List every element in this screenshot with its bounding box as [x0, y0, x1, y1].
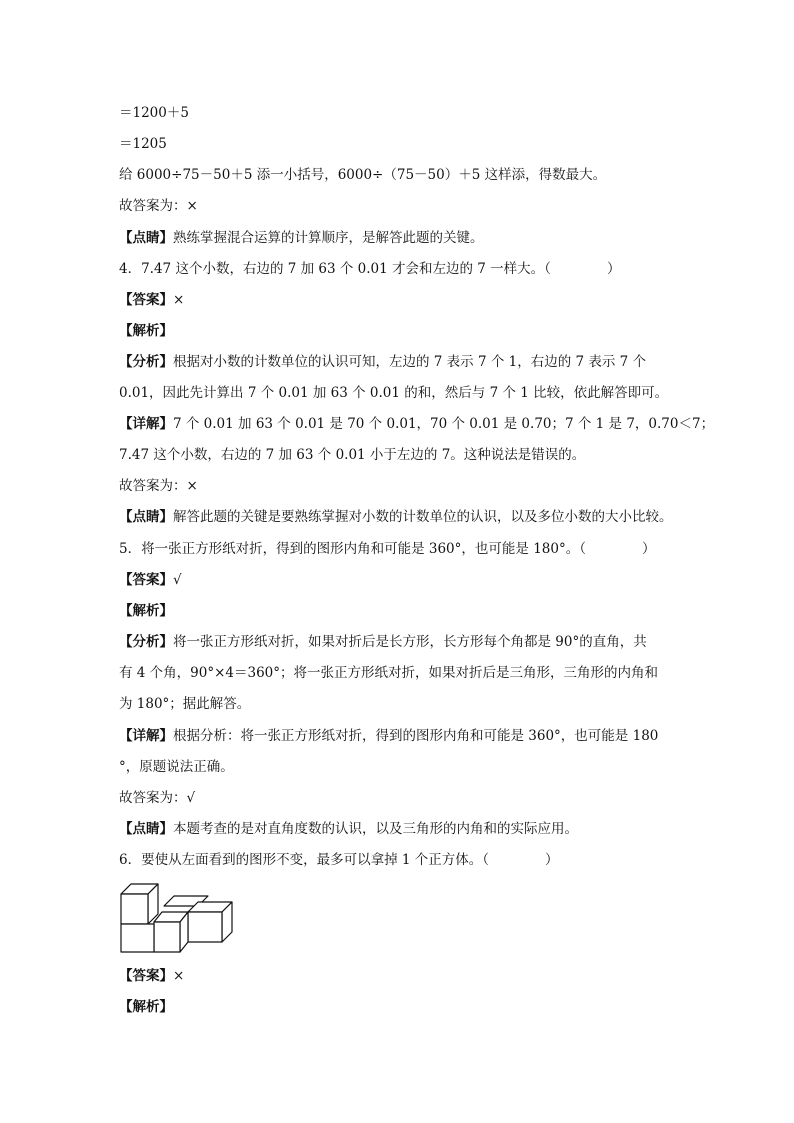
- answer-value: ×: [173, 968, 185, 984]
- analysis-heading: 【解析】: [119, 999, 173, 1015]
- cube-right-front: [188, 912, 222, 942]
- comment-tag: 【点睛】: [119, 821, 173, 837]
- bracket-close: ）: [641, 541, 656, 557]
- analysis-tag: 【分析】: [119, 634, 173, 650]
- comment-tag: 【点睛】: [119, 509, 173, 525]
- cube-left-lower-front: [121, 924, 154, 952]
- cube-stack-figure: [118, 882, 234, 954]
- answer-paragraph: [119, 290, 184, 310]
- cube-left-upper-front: [121, 894, 148, 924]
- comment-paragraph: [119, 507, 673, 527]
- comment-text: 熟练掌握混合运算的计算顺序，是解答此题的关键。: [173, 230, 484, 246]
- detail-paragraph: [119, 414, 714, 434]
- question-4: [119, 259, 620, 279]
- answer-paragraph: [119, 570, 182, 590]
- analysis-text: 根据对小数的计数单位的认识可知，左边的 7 表示 7 个 1，右边的 7 表示 7 个: [173, 354, 647, 370]
- comment-paragraph: [119, 819, 578, 839]
- question-5: [119, 539, 655, 559]
- question-4-text: 4．7.47 这个小数，右边的 7 加 63 个 0.01 才会和左边的 7 一样大。（: [119, 261, 551, 277]
- answer-line: 故答案为：×: [119, 478, 198, 494]
- bracket-close: ）: [545, 852, 559, 868]
- detail-paragraph: [119, 726, 658, 746]
- question-5-text: 5．将一张正方形纸对折，得到的图形内角和可能是 360°，也可能是 180°。（: [119, 541, 586, 557]
- comment-paragraph: [119, 228, 484, 248]
- detail-text-cont: °，原题说法正确。: [119, 759, 234, 775]
- equation-line-1: ＝1200＋5: [119, 105, 189, 121]
- equation-line-2: ＝1205: [119, 136, 167, 152]
- analysis-tag: 【分析】: [119, 354, 173, 370]
- answer-line: 故答案为：×: [119, 198, 198, 214]
- analysis-text: 将一张正方形纸对折，如果对折后是长方形，长方形每个角都是 90°的直角，共: [173, 634, 647, 650]
- answer-value: √: [173, 572, 182, 588]
- answer-tag: 【答案】: [119, 292, 173, 308]
- analysis-heading: 【解析】: [119, 603, 173, 619]
- analysis-text-cont: 为 180°；据此解答。: [119, 696, 251, 712]
- answer-paragraph: [119, 966, 184, 986]
- bracket-close: ）: [606, 261, 621, 277]
- question-6: [119, 850, 559, 870]
- question-6-text: 6．要使从左面看到的图形不变，最多可以拿掉 1 个正方体。（: [119, 852, 490, 868]
- comment-text: 本题考查的是对直角度数的认识，以及三角形的内角和的实际应用。: [173, 821, 578, 837]
- analysis-text-cont: 0.01，因此先计算出 7 个 0.01 加 63 个 0.01 的和，然后与 7 个 1 比较，依此解答即可。: [119, 385, 669, 401]
- detail-tag: 【详解】: [119, 416, 173, 432]
- answer-tag: 【答案】: [119, 572, 173, 588]
- explanation-text: 给 6000÷75－50＋5 添一小括号，6000÷（75－50）＋5 这样添，得数最大。: [119, 167, 607, 183]
- answer-tag: 【答案】: [119, 968, 173, 984]
- comment-text: 解答此题的关键是要熟练掌握对小数的计数单位的认识，以及多位小数的大小比较。: [173, 509, 673, 525]
- analysis-paragraph: [119, 352, 646, 372]
- detail-text: 根据分析：将一张正方形纸对折，得到的图形内角和可能是 360°，也可能是 180: [173, 728, 659, 744]
- detail-text: 7 个 0.01 加 63 个 0.01 是 70 个 0.01，70 个 0.01 是 0.70；7 个 1 是 7，0.70＜7；: [173, 416, 715, 432]
- analysis-paragraph: [119, 632, 647, 652]
- analysis-text-cont: 有 4 个角，90°×4＝360°；将一张正方形纸对折，如果对折后是三角形，三角形的内角和: [119, 665, 659, 681]
- cube-mid-front: [154, 922, 180, 952]
- detail-tag: 【详解】: [119, 728, 173, 744]
- detail-text-cont: 7.47 这个小数，右边的 7 加 63 个 0.01 小于左边的 7。这种说法是错误的。: [119, 447, 586, 463]
- answer-line: 故答案为：√: [119, 790, 196, 806]
- analysis-heading: 【解析】: [119, 323, 173, 339]
- comment-tag: 【点睛】: [119, 230, 173, 246]
- answer-value: ×: [173, 292, 185, 308]
